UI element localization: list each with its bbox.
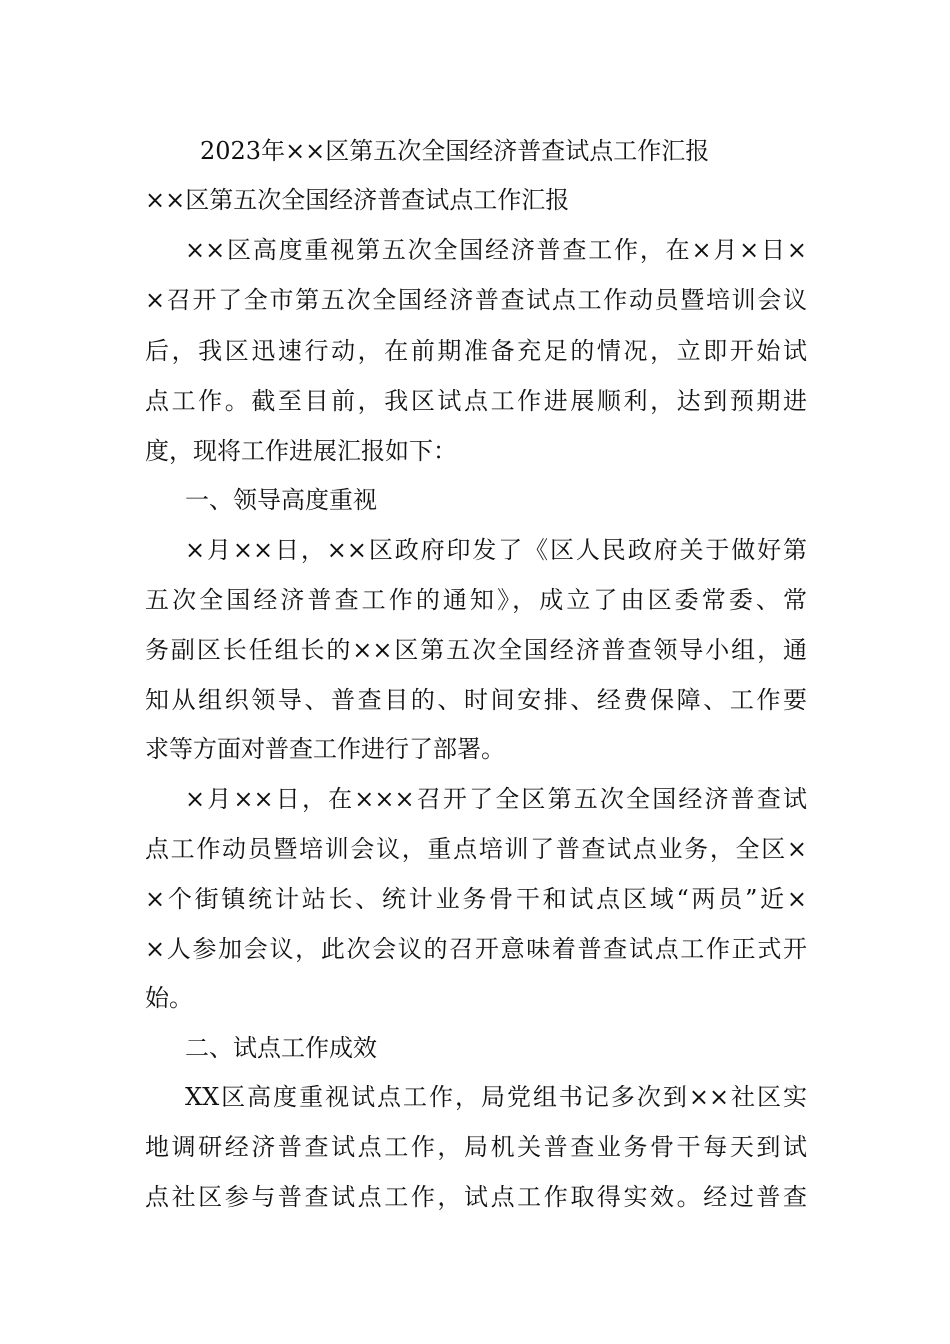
paragraph-line: 点工作动员暨培训会议，重点培训了普查试点业务，全区× (145, 835, 807, 863)
paragraph-line: 度，现将工作进展汇报如下： (145, 437, 457, 465)
paragraph-line: 始。 (145, 984, 193, 1012)
paragraph-line: 五次全国经济普查工作的通知》，成立了由区委常委、常 (145, 586, 807, 614)
paragraph-line: 后，我区迅速行动，在前期准备充足的情况，立即开始试 (145, 337, 807, 365)
paragraph-line: ×召开了全市第五次全国经济普查试点工作动员暨培训会议 (145, 286, 807, 314)
paragraph-line: 点社区参与普查试点工作，试点工作取得实效。经过普查 (145, 1183, 807, 1211)
section-heading: 一、领导高度重视 (185, 486, 377, 514)
paragraph-line: ××区高度重视第五次全国经济普查工作，在×月×日× (185, 236, 807, 264)
paragraph-line: 求等方面对普查工作进行了部署。 (145, 735, 505, 763)
document-title: 2023年××区第五次全国经济普查试点工作汇报 (200, 137, 710, 165)
paragraph-line: XX区高度重视试点工作，局党组书记多次到××社区实 (185, 1083, 807, 1111)
paragraph-line: ×个街镇统计站长、统计业务骨干和试点区域“两员”近× (145, 885, 807, 913)
paragraph-line: 地调研经济普查试点工作，局机关普查业务骨干每天到试 (145, 1133, 807, 1161)
paragraph-line: ×人参加会议，此次会议的召开意味着普查试点工作正式开 (145, 935, 807, 963)
paragraph-line: 务副区长任组长的××区第五次全国经济普查领导小组，通 (145, 636, 807, 664)
paragraph-line: ×月××日，××区政府印发了《区人民政府关于做好第 (185, 536, 807, 564)
section-heading: 二、试点工作成效 (185, 1034, 377, 1062)
document-subtitle: ××区第五次全国经济普查试点工作汇报 (145, 186, 570, 214)
paragraph-line: 知从组织领导、普查目的、时间安排、经费保障、工作要 (145, 686, 807, 714)
paragraph-line: ×月××日，在×××召开了全区第五次全国经济普查试 (185, 785, 807, 813)
paragraph-line: 点工作。截至目前，我区试点工作进展顺利，达到预期进 (145, 387, 807, 415)
